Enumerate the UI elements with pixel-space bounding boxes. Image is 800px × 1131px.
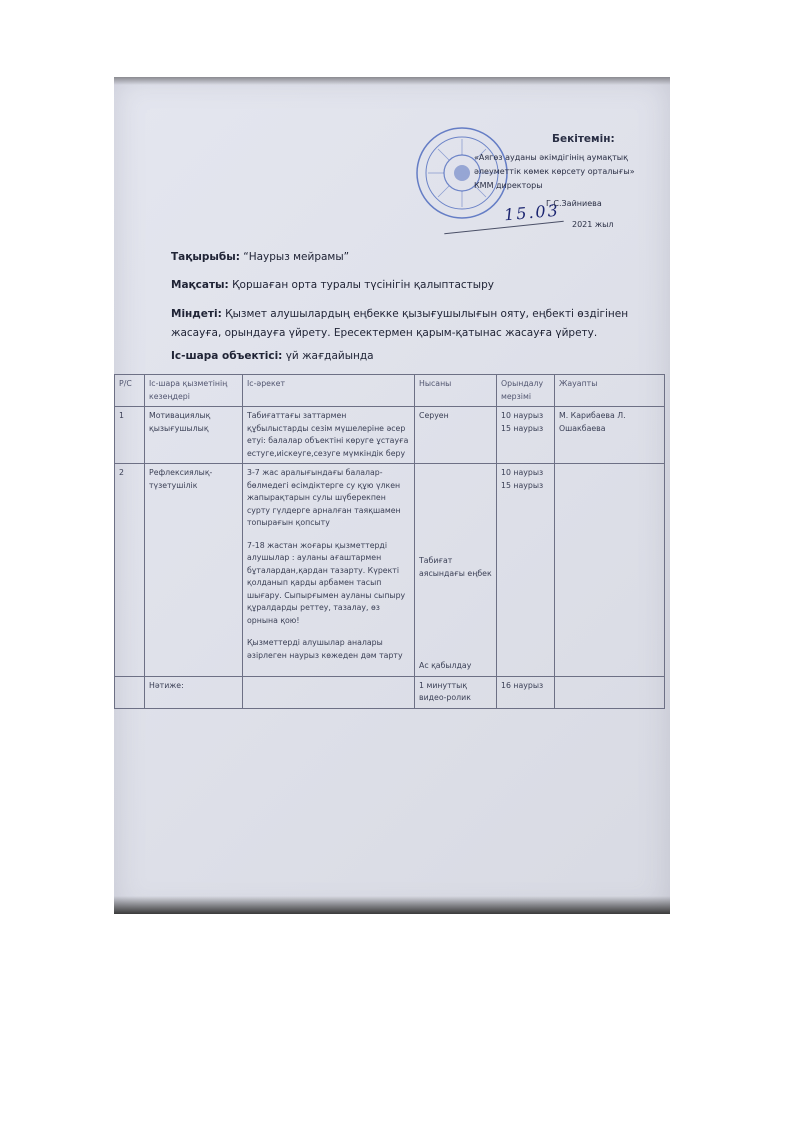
result-form: 1 минуттық видео-ролик: [415, 676, 497, 708]
col-activity: Іс-әрекет: [243, 375, 415, 407]
task-line: [171, 305, 651, 343]
photo-edge-shadow: [114, 77, 670, 85]
handwritten-date: 15.03: [503, 200, 561, 225]
row2-activity-meal: Қызметтерді алушылар аналары әзірлеген наурыз көжеден дәм тарту: [247, 638, 403, 660]
table-header-row: [115, 375, 665, 407]
topic-label: Тақырыбы:: [171, 251, 240, 263]
object-label: Іс-шара объектісі:: [171, 350, 283, 362]
row2-number: 2: [115, 464, 145, 677]
topic-line: [171, 251, 349, 263]
row2-dates: 10 наурыз 15 наурыз: [497, 464, 555, 677]
row1-stage: Мотивациялық қызығушылық: [145, 407, 243, 464]
table-row: [115, 676, 665, 708]
row1-form: Серуен: [415, 407, 497, 464]
approval-organization: [474, 151, 664, 193]
photo-edge-shadow-bottom: [114, 896, 670, 914]
col-number: Р/С: [115, 375, 145, 407]
result-date: 16 наурыз: [497, 676, 555, 708]
task-value-line2: жасауға, орындауға үйрету. Ересектермен қарым-қатынас жасауға үйрету.: [171, 327, 598, 339]
task-label: Міндеті:: [171, 308, 222, 320]
org-line-3: КММ директоры: [474, 181, 543, 190]
org-line-1: «Аягөз ауданы әкімдігінің аумақтық: [474, 153, 628, 162]
col-form: Нысаны: [415, 375, 497, 407]
task-value-line1: Қызмет алушылардың еңбекке қызығушылығын ояту, еңбекті өздігінен: [225, 308, 629, 320]
goal-label: Мақсаты:: [171, 279, 229, 291]
goal-line: [171, 279, 494, 291]
row2-activity-adults: 7-18 жастан жоғары қызметтерді алушылар : ауланы ағаштармен бұталардан,қардан тазарту. Күректі қолданып қарды арбамен тасып шығару. Сыпырғымен ауланы сыпыру құралдарды реттеу, тазалау, өз орнына қою!: [247, 540, 406, 625]
table-row: [115, 407, 665, 464]
approval-year: 2021 жыл: [572, 220, 614, 229]
result-label: Нәтиже:: [145, 676, 243, 708]
object-line: [171, 350, 374, 362]
row2-activity: [243, 464, 415, 677]
org-line-2: әлеуметтік көмек көрсету орталығы»: [474, 167, 635, 176]
object-value: үй жағдайында: [285, 350, 374, 362]
approval-heading: Бекітемін:: [552, 133, 615, 145]
topic-value: “Наурыз мейрамы”: [243, 251, 350, 263]
signatory-name: Г.С.Зайниева: [546, 199, 602, 208]
document-photo: [114, 77, 670, 914]
col-deadline: Орындалу мерзімі: [497, 375, 555, 407]
row2-activity-children: 3-7 жас аралығындағы балалар-бөлмедегі өсімдіктерге су құю үлкен жапырақтарын сулы шүберекпен сурту гүлдерге арналған таяқшамен топырағын қопсыту: [247, 468, 401, 527]
row2-form: [415, 464, 497, 677]
row1-activity: Табиғаттағы заттармен құбылыстарды сезім мүшелеріне әсер етуі: балалар объектіні көруге ұстауға естуге,иіскеуге,сезуге мүмкіндік беру: [243, 407, 415, 464]
row1-dates: 10 наурыз 15 наурыз: [497, 407, 555, 464]
row1-responsible: М. Карибаева Л. Ошакбаева: [555, 407, 665, 464]
row2-responsible: [555, 464, 665, 677]
col-stages: Іс-шара қызметінің кезеңдері: [145, 375, 243, 407]
row1-number: 1: [115, 407, 145, 464]
row2-form-labor: Табиғат аясындағы еңбек: [419, 556, 492, 578]
table-row: [115, 464, 665, 677]
row2-stage: Рефлексиялық-түзетушілік: [145, 464, 243, 677]
goal-value: Қоршаған орта туралы түсінігін қалыптастыру: [232, 279, 494, 291]
activity-plan-table: [114, 374, 665, 709]
col-responsible: Жауапты: [555, 375, 665, 407]
row2-form-meal: Ас қабылдау: [419, 661, 472, 670]
